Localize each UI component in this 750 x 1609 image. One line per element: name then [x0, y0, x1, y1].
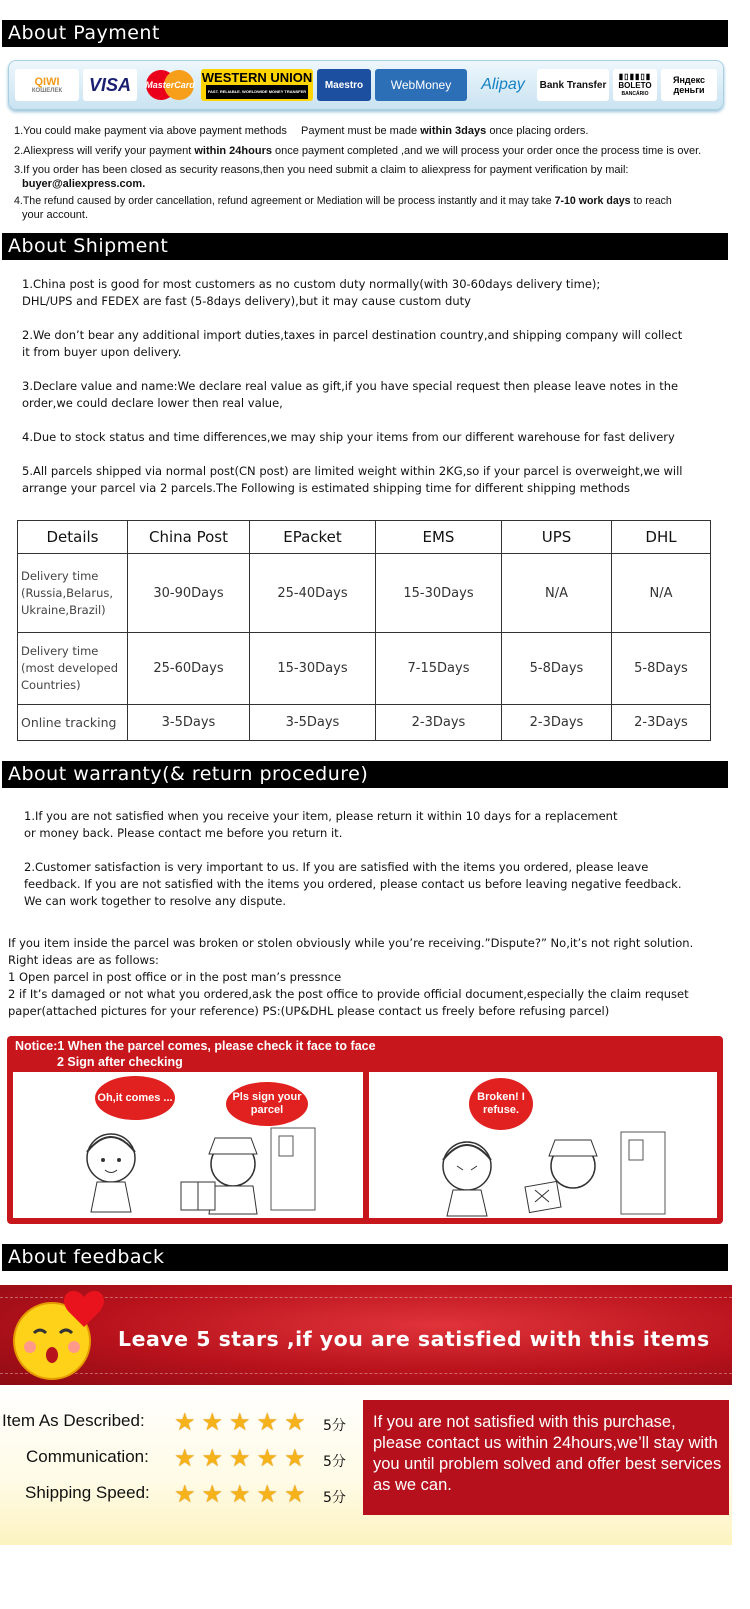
table-cell: 2-3Days — [612, 705, 711, 741]
star-icon: ★ — [201, 1444, 224, 1472]
speech-bubble: Broken! I refuse. — [469, 1078, 533, 1130]
cartoon-delivery-icon — [13, 1072, 363, 1218]
speech-bubble: Pls sign your parcel — [226, 1082, 308, 1126]
table-row-label — [18, 554, 128, 633]
star-icon: ★ — [256, 1480, 279, 1508]
table-header: UPS — [502, 521, 612, 554]
feedback-contact-box — [363, 1400, 729, 1515]
shipment-line: it from buyer upon delivery. — [22, 345, 182, 359]
payment-line-2-post: once payment completed ,and we will process your order once the process time is over. — [271, 145, 702, 157]
table-cell: N/A — [612, 554, 711, 633]
broken-parcel-line: paper(attached pictures for your reference) PS:(UP&DHL please contact us freely before refusing parcel) — [8, 1004, 610, 1018]
boleto-sub: BANCÁRIO — [621, 90, 649, 97]
table-header: EPacket — [250, 521, 376, 554]
table-header: EMS — [376, 521, 502, 554]
star-icon: ★ — [229, 1480, 251, 1508]
payment-line-1b-post: once placing orders. — [486, 125, 589, 137]
broken-parcel-line: If you item inside the parcel was broken or stolen obviously while you’re receiving.”Dispute?” No,it’s not right solution. — [8, 936, 694, 950]
notice-illustration — [7, 1036, 723, 1224]
notice-title-2: 2 Sign after checking — [57, 1055, 183, 1069]
payment-line-4b: your account. — [22, 209, 89, 221]
rating-score: 5分 — [323, 1490, 346, 1506]
table-cell: 25-40Days — [250, 554, 376, 633]
speech-bubble: Oh,it comes ... — [95, 1076, 175, 1120]
comic-panel-left — [13, 1072, 363, 1218]
notice-title-1: Notice:1 When the parcel comes, please check it face to face — [15, 1039, 376, 1053]
feedback-banner — [0, 1285, 732, 1385]
row-label-line: Countries) — [21, 678, 81, 692]
broken-parcel-line: 1 Open parcel in post office or in the post man’s pressnce — [8, 970, 342, 984]
row-label-line: (most developed — [21, 661, 119, 675]
table-header: DHL — [612, 521, 711, 554]
payment-line-2-bold: within 24hours — [194, 145, 272, 157]
table-cell: 2-3Days — [376, 705, 502, 741]
table-cell: 15-30Days — [376, 554, 502, 633]
payment-email-address[interactable]: buyer@aliexpress.com — [22, 178, 143, 190]
row-label-line: (Russia,Belarus, — [21, 585, 113, 600]
table-header-row — [18, 521, 711, 554]
boleto-text: BOLETO — [618, 80, 652, 90]
shipment-line: arrange your parcel via 2 parcels.The Following is estimated shipping time for different shipping methods — [22, 481, 630, 495]
payment-line-4 — [14, 194, 672, 208]
table-cell: N/A — [502, 554, 612, 633]
rating-score: 5分 — [323, 1454, 346, 1470]
shipment-line: order,we could declare lower then real value, — [22, 396, 283, 410]
payment-email[interactable] — [22, 177, 145, 191]
table-cell: 5-8Days — [612, 633, 711, 705]
warranty-line: We can work together to resolve any dispute. — [24, 894, 287, 908]
payment-line-2-pre: 2.Aliexpress will verify your payment — [14, 145, 195, 157]
mastercard-circles-icon — [141, 69, 199, 101]
payment-line-1b-pre: Payment must be made — [301, 125, 421, 137]
payment-line-2 — [14, 144, 701, 158]
smiley-heart-icon — [4, 1283, 124, 1393]
star-icon: ★ — [229, 1408, 251, 1436]
shipping-time-table — [17, 520, 711, 741]
star-icon: ★ — [174, 1480, 196, 1508]
payment-line-3: 3.If you order has been closed as security reasons,then you need submit a claim to aliexpress for payment verification by mail: — [14, 164, 629, 176]
table-cell: 25-60Days — [128, 633, 250, 705]
feedback-header: About feedback — [2, 1244, 728, 1271]
star-icon: ★ — [229, 1444, 251, 1472]
table-cell: 15-30Days — [250, 633, 376, 705]
table-row-label — [18, 705, 128, 741]
table-header: Details — [18, 521, 128, 554]
broken-parcel-line: Right ideas are as follows: — [8, 953, 159, 967]
shipment-line: 4.Due to stock status and time differences,we may ship your items from our different warehouse for fast delivery — [22, 430, 675, 444]
table-header: China Post — [128, 521, 250, 554]
rating-stars — [174, 1410, 306, 1434]
mastercard-logo — [141, 69, 199, 101]
star-icon: ★ — [201, 1480, 224, 1508]
visa-logo: VISA — [83, 69, 137, 101]
row-label-line: Ukraine,Brazil) — [21, 602, 106, 617]
feedback-contact-text: If you are not satisfied with this purchase, please contact us within 24hours,we’ll stay with you until problem solved and offer best services as we can. — [373, 1413, 722, 1494]
star-icon: ★ — [174, 1444, 196, 1472]
payment-line-4-pre: 4.The refund caused by order cancellation, refund agreement or Mediation will be process instantly and it may take — [14, 195, 555, 207]
rating-label: Shipping Speed: — [25, 1483, 150, 1502]
qiwi-logo — [15, 69, 79, 101]
star-icon: ★ — [201, 1408, 224, 1436]
star-icon: ★ — [256, 1444, 279, 1472]
warranty-line: 1.If you are not satisfied when you receive your item, please return it within 10 days for a replacement — [24, 809, 618, 823]
shipment-line: DHL/UPS and FEDEX are fast (5-8days delivery),but it may cause custom duty — [22, 294, 471, 308]
broken-parcel-line: 2 if It’s damaged or not what you ordered,ask the post office to provide official document,especially the claim requset — [8, 987, 689, 1001]
row-label-line: Delivery time — [21, 568, 99, 583]
cartoon-refuse-icon — [369, 1072, 717, 1218]
shipment-line: 2.We don’t bear any additional import duties,taxes in parcel destination country,and shipping company will collect — [22, 328, 683, 342]
alipay-logo: Alipay — [481, 76, 525, 93]
rating-label: Communication: — [26, 1447, 149, 1466]
table-row — [18, 705, 711, 741]
western-union-logo — [201, 69, 313, 101]
shipment-header: About Shipment — [2, 233, 728, 260]
star-icon: ★ — [256, 1408, 279, 1436]
payment-line-4-post: to reach — [630, 195, 672, 207]
payment-logos-strip — [8, 60, 724, 110]
rating-stars — [174, 1482, 306, 1506]
table-cell: 2-3Days — [502, 705, 612, 741]
comic-panel-right — [369, 1072, 717, 1218]
row-label-line: Delivery time — [21, 644, 99, 658]
warranty-line: 2.Customer satisfaction is very important to us. If you are satisfied with the items you ordered, please leave — [24, 860, 649, 874]
webmoney-logo: WebMoney — [375, 69, 467, 101]
qiwi-logo-sub: КОШЕЛЕК — [31, 88, 63, 94]
star-icon: ★ — [284, 1408, 306, 1436]
star-icon: ★ — [174, 1408, 196, 1436]
rating-score: 5分 — [323, 1418, 346, 1434]
payment-line-1b-bold: within 3days — [420, 125, 487, 137]
star-icon: ★ — [284, 1444, 306, 1472]
payment-email-dot: . — [142, 178, 146, 190]
table-cell: 7-15Days — [376, 633, 502, 705]
warranty-line: or money back. Please contact me before you return it. — [24, 826, 343, 840]
table-cell: 3-5Days — [128, 705, 250, 741]
star-icon: ★ — [284, 1480, 306, 1508]
bank-transfer-logo: Bank Transfer — [537, 69, 609, 101]
warranty-header: About warranty(& return procedure) — [2, 761, 728, 788]
shipment-line: 1.China post is good for most customers as no custom duty normally(with 30-60days delivery time); — [22, 277, 601, 291]
boleto-logo — [613, 69, 657, 101]
western-union-text: WESTERN UNION — [201, 70, 313, 85]
table-cell: 5-8Days — [502, 633, 612, 705]
barcode-icon: ▮▯▮▮▯▮ — [618, 71, 652, 81]
payment-line-1a: 1.You could make payment via above payment methods — [14, 125, 287, 137]
table-cell: 30-90Days — [128, 554, 250, 633]
rating-stars — [174, 1446, 306, 1470]
feedback-banner-text: Leave 5 stars ,if you are satisfied with this items — [118, 1327, 710, 1351]
table-cell: 3-5Days — [250, 705, 376, 741]
mastercard-logo-text: MasterCard — [145, 80, 195, 90]
yandex-money-logo: Яндекс деньги — [661, 69, 717, 101]
maestro-logo: Maestro — [317, 69, 371, 101]
rating-label: Item As Described: — [2, 1411, 145, 1430]
warranty-line: feedback. If you are not satisfied with the items you ordered, please contact us before leaving negative feedback. — [24, 877, 682, 891]
table-row — [18, 554, 711, 633]
western-union-tagline: FAST. RELIABLE. WORLDWIDE MONEY TRANSFER — [206, 85, 308, 99]
shipment-line: 5.All parcels shipped via normal post(CN post) are limited weight within 2KG,so if your parcel is overweight,we will — [22, 464, 683, 478]
table-row — [18, 633, 711, 705]
table-row-label — [18, 633, 128, 705]
payment-header: About Payment — [2, 20, 728, 47]
row-label-line: Online tracking — [21, 715, 117, 730]
payment-line-4-bold: 7-10 work days — [554, 195, 631, 207]
qiwi-logo-text: QIWI — [34, 76, 60, 88]
payment-line-1b — [301, 124, 588, 138]
shipment-line: 3.Declare value and name:We declare real value as gift,if you have special request then please leave notes in the — [22, 379, 679, 393]
